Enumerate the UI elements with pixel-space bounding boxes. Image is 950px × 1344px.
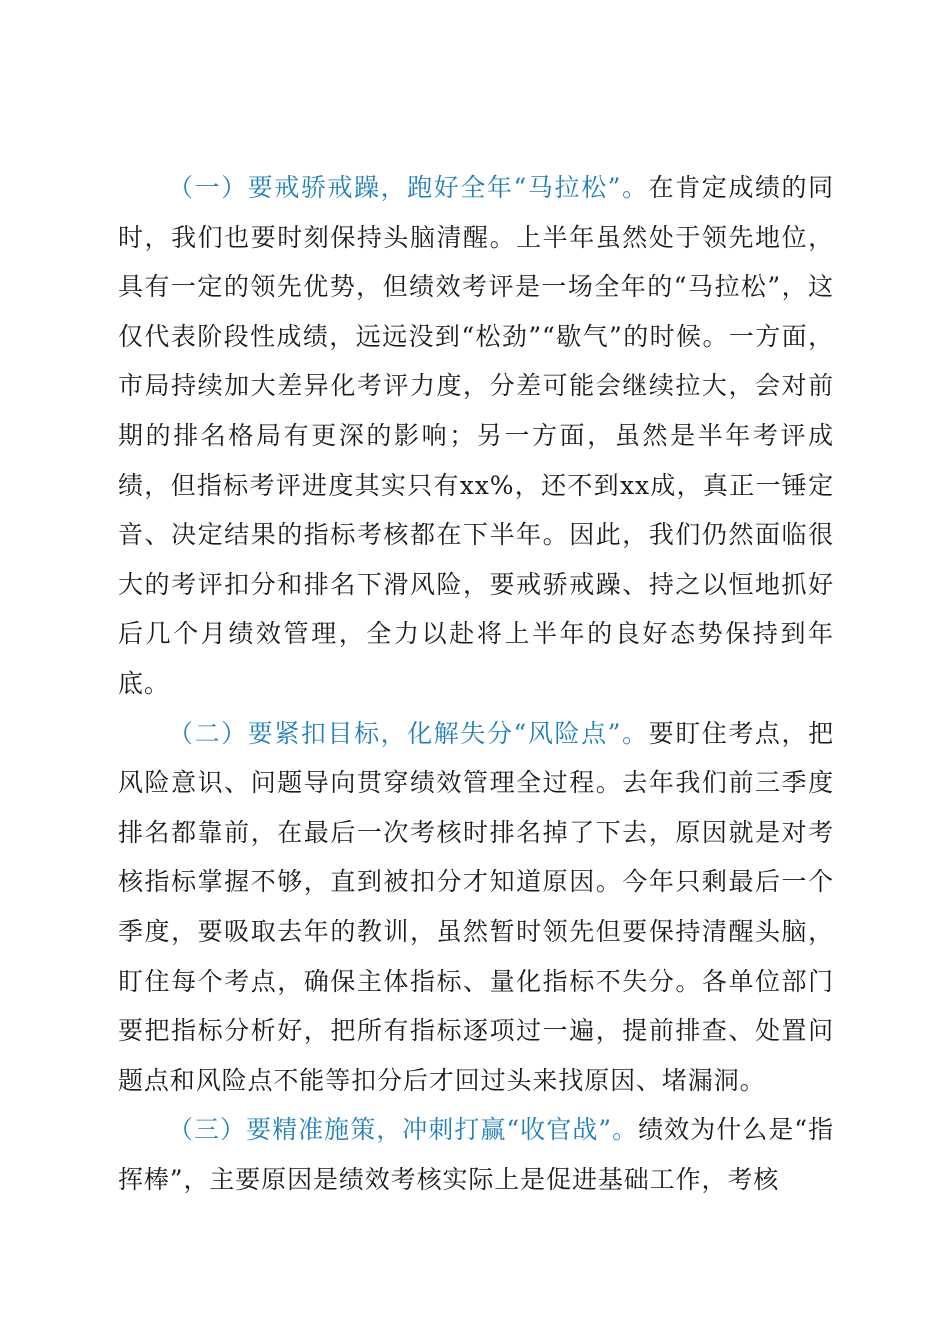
paragraph-2-text: 要盯住考点，把风险意识、问题导向贯穿绩效管理全过程。去年我们前三季度排名都靠前，在最后一次考核时排名掉了下去，原因就是对考核指标掌握不够，直到被扣分才知道原因。今年只剩最后一个季度，要吸取去年的教训，虽然暂时领先但要保持清醒头脑，盯住每个考点，确保主体指标、量化指标不失分。各单位部门要把指标分析好，把所有指标逐项过一遍，提前排查、处置问题点和风险点不能等扣分后才回过头来找原因、堵漏洞。 (118, 718, 834, 1095)
paragraph-1-text: 在肯定成绩的同时，我们也要时刻保持头脑清醒。上半年虽然处于领先地位，具有一定的领先优势，但绩效考评是一场全年的“马拉松”，这仅代表阶段性成绩，远远没到“松劲”“歇气”的时候。一方面，市局持续加大差异化考评力度，分差可能会继续拉大，会对前期的排名格局有更深的影响；另一方面，虽然是半年考评成绩，但指标考评进度其实只有xx%，还不到xx成，真正一锤定音、决定结果的指标考核都在下半年。因此，我们仍然面临很大的考评扣分和排名下滑风险，要戒骄戒躁、持之以恒地抓好后几个月绩效管理，全力以赴将上半年的良好态势保持到年底。 (118, 173, 834, 698)
paragraph-3-heading: （三）要精准施策，冲刺打赢“收官战”。 (168, 1115, 639, 1145)
paragraph-2 (118, 709, 834, 1106)
paragraph-3-text: 绩效为什么是“指挥棒”，主要原因是绩效考核实际上是促进基础工作，考核 (118, 1115, 834, 1194)
paragraph-1 (118, 163, 834, 709)
paragraph-3 (118, 1105, 834, 1204)
paragraph-1-heading: （一）要戒骄戒躁，跑好全年“马拉松”。 (168, 173, 649, 202)
document-body (118, 163, 834, 1204)
paragraph-2-heading: （二）要紧扣目标，化解失分“风险点”。 (168, 718, 649, 748)
